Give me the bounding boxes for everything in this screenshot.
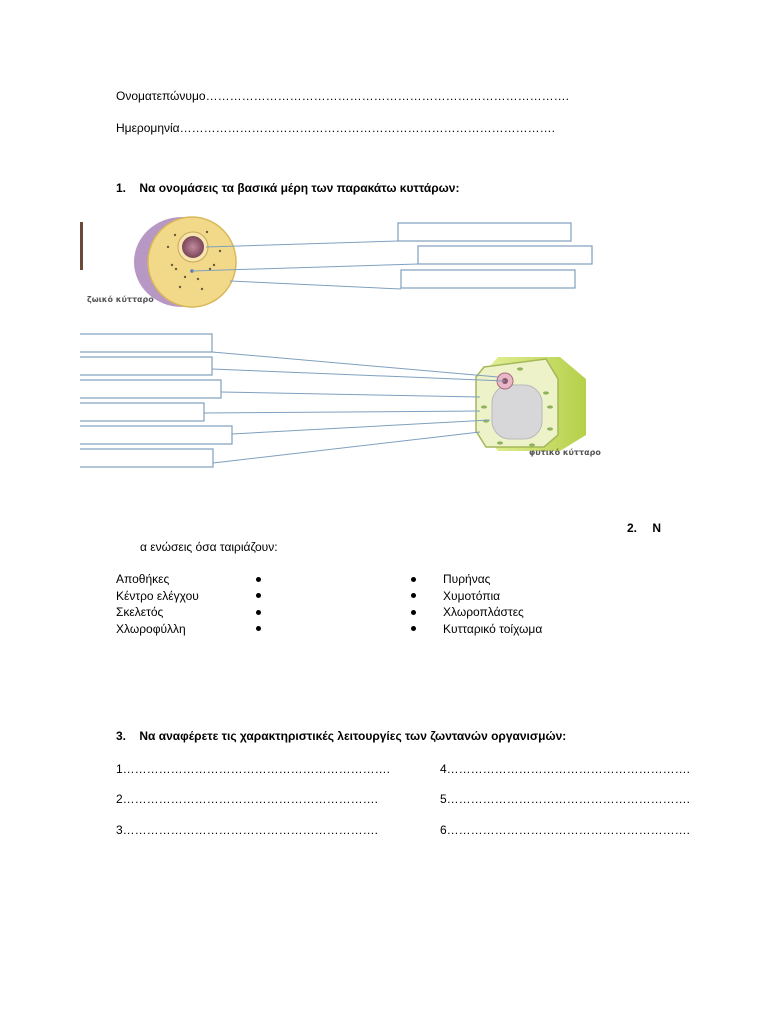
- question-2-number: 2.: [627, 521, 638, 535]
- animal-answer-box-3[interactable]: [401, 270, 575, 288]
- plant-answer-box-2[interactable]: [80, 357, 212, 375]
- answer-line-4[interactable]: 4…………………………………………………….: [440, 762, 691, 776]
- plant-answer-box-6[interactable]: [80, 449, 213, 467]
- answer-line-6[interactable]: 6…………………………………………………….: [440, 823, 691, 837]
- date-line[interactable]: [116, 121, 555, 135]
- match-right-item: Πυρήνας: [443, 572, 491, 586]
- animal-cell: [134, 217, 236, 307]
- plant-answer-box-3[interactable]: [80, 380, 221, 398]
- answer-line-2[interactable]: 2……………………………………………………….: [116, 792, 379, 806]
- name-line[interactable]: [116, 89, 569, 103]
- match-right-item: Χυμοτόπια: [443, 588, 501, 603]
- match-right-item: Κυτταρικό τοίχωμα: [443, 621, 543, 636]
- match-left-item: Χλωροφύλλη: [116, 621, 186, 636]
- match-left-item: Αποθήκες: [116, 572, 170, 586]
- question-3-text: Να αναφέρετε τις χαρακτηριστικές λειτουργίες των ζωντανών οργανισμών:: [139, 729, 567, 743]
- animal-answer-box-2[interactable]: [418, 246, 592, 264]
- plant-cell-vacuole: [492, 385, 542, 439]
- match-left-column: [116, 571, 199, 637]
- plant-answer-box-4[interactable]: [80, 403, 204, 421]
- question-3: [116, 729, 566, 743]
- match-right-bullet[interactable]: [411, 626, 416, 631]
- match-left-bullet[interactable]: [256, 626, 261, 631]
- question-1-number: 1.: [116, 181, 127, 195]
- plant-answer-box-5[interactable]: [80, 426, 232, 444]
- animal-cell-nucleus: [182, 236, 204, 258]
- date-dots: ………………………………………………………………………………….: [179, 121, 555, 135]
- match-left-bullet[interactable]: [256, 577, 261, 582]
- cells-diagram: [80, 207, 610, 503]
- name-label: Ονοματεπώνυμο: [116, 89, 206, 103]
- match-right-bullet[interactable]: [411, 610, 416, 615]
- plant-answer-box-1[interactable]: [80, 334, 212, 352]
- match-left-item: Σκελετός: [116, 605, 164, 619]
- date-label: Ημερομηνία: [116, 121, 180, 135]
- plant-cell-label: φυτικό κύτταρο: [529, 448, 601, 457]
- animal-cell-label: ζωικό κύτταρο: [87, 295, 154, 304]
- match-right-column: [443, 571, 542, 637]
- answer-line-5[interactable]: 5…………………………………………………….: [440, 792, 691, 806]
- match-right-bullet[interactable]: [411, 593, 416, 598]
- answer-line-1[interactable]: 1………………………………………………………….: [116, 762, 391, 776]
- match-right-bullet[interactable]: [411, 577, 416, 582]
- question-2-text: α ενώσεις όσα ταιριάζουν:: [140, 540, 278, 554]
- match-left-bullet[interactable]: [256, 593, 261, 598]
- animal-answer-box-1[interactable]: [398, 223, 571, 241]
- question-1-text: Να ονομάσεις τα βασικά μέρη των παρακάτω κυττάρων:: [139, 181, 460, 195]
- match-left-bullet[interactable]: [256, 610, 261, 615]
- match-right-item: Χλωροπλάστες: [443, 605, 524, 619]
- question-3-number: 3.: [116, 729, 127, 743]
- plant-cell-leader-lines: [204, 352, 505, 463]
- image-edge-fragment: [80, 222, 83, 270]
- match-left-item: Κέντρο ελέγχου: [116, 588, 199, 603]
- name-dots: ……………………………………………………………………………….: [205, 89, 569, 103]
- answer-line-3[interactable]: 3……………………………………………………….: [116, 823, 379, 837]
- question-2-header: [627, 521, 661, 535]
- question-1: [116, 181, 459, 195]
- question-2-text-part1: Ν: [652, 521, 662, 535]
- plant-cell: [476, 357, 586, 451]
